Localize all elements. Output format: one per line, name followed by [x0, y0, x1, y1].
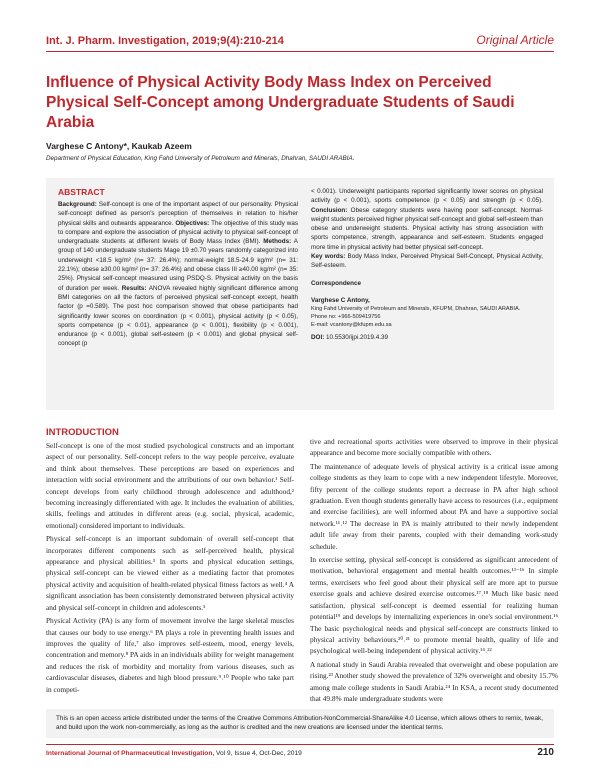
abstract-results-text: ANOVA revealed highly significant difference among BMI categories on all the factors of perceived physical self-concept except, health factor (p =0.589). The post hoc comparison showed that obese participants had significantly lower scores on coordination (p < 0.001), physical activity (p < 0.05), sports competence (p < 0.01), appearance (p < 0.001), flexibility (p < 0.001), endurance (p < 0.001), global self-esteem (p < 0.001) and global physical self-concept (p [58, 284, 298, 348]
abstract-box [46, 178, 554, 410]
abstract-conclusion-label: Conclusion: [311, 206, 348, 214]
intro-paragraph: In exercise setting, physical self-concept is considered as significant antecedent of motivation, behavioral engagement and mental health outcomes.¹³⁻¹⁶ In simple terms, exercisers who feel good about their physical self are more apt to pursue exercise goals and achieve desired exercise outcomes.¹⁷˒¹⁸ Much like basic need satisfaction, physical self-concept is deemed essential for realizing human potential¹⁹ and develops by internalizing experiences in one's social environment.¹⁶ The basic psychological needs and physical self-concept are constructs linked to physical activity behaviours,²⁰˒²¹ to promote mental health, quality of life and psychological well-being independent of physical activity.¹⁴˒²² [310, 555, 558, 656]
abstract-heading: ABSTRACT [58, 187, 105, 197]
abstract-left-column [58, 200, 298, 349]
doi-line [311, 333, 543, 342]
keywords-label: Key words: [311, 253, 346, 261]
intro-paragraph: Physical Activity (PA) is any form of movement involve the large skeletal muscles that causes our body to use energy.⁶ PA plays a role in preventing health issues and improves the quality of life,⁷ also improves self-esteem, mood, energy levels, concentration and memory.⁸ PA aids in an individuals ability for weight management and reduces the risk of morbidity and mortality from various diseases, such as cardiovascular diseases, diabetes and high blood pressure.⁹˒¹⁰ People who take part in competi- [46, 616, 294, 694]
article-authors: Varghese C Antony*, Kaukab Azeem [46, 141, 192, 151]
abstract-results-label: Results: [121, 284, 147, 292]
correspondence-name: Varghese C Antony, [311, 296, 370, 304]
abstract-right-column [311, 187, 543, 343]
intro-paragraph: The maintenance of adequate levels of physical activity is a critical issue among college students as they learn to cope with a new independent lifestyle. Moreover, fifty percent of the college students report a decrease in PA after high school graduation. Even though students generally have access to resources (i.e., equipment and exercise facilities), are well informed about PA and have a supportive social network.¹¹˒¹² The decrease in PA is mainly attributed to their newly independent adult life away from their parents, coupled with their demanding work-study schedule. [310, 461, 558, 551]
correspondence-phone: Phone no: +966-509419756 [311, 314, 381, 321]
abstract-conclusion-text: Obese category students were having poor self-concept. Normal-weight students perceived higher physical self-concept and global self-esteem than obese and underweight students. Physical activity has strong association with sports competence, strength, appearance and self-esteem. Students engaged more time in physical activity had better physical self-concept. [311, 206, 543, 251]
abstract-objectives-text: The objective of this study was to compare and explore the association of physical activity to physical self-concept of undergraduate students at different levels of Body Mass Index (BMI). [58, 219, 298, 246]
license-text: This is an open access article distributed under the terms of the Creative Commons Attribution-NonCommercial-ShareAlike 4.0 License, which allows others to remix, tweak, and build upon the work non-commercially, as long as the author is credited and the new creations are licensed under the identical terms. [56, 715, 543, 732]
doi-label: DOI: [311, 334, 325, 342]
article-title: Influence of Physical Activity Body Mass Index on Perceived Physical Self-Concept among Undergraduate Students of Saudi Arabia [46, 74, 515, 131]
intro-paragraph: Self-concept is one of the most studied psychological constructs and an important aspect of our personality. Self-concept refers to the way people perceive, evaluate and think about themselves. These perceptions are based on experiences and interaction with social environment and the attributions of our own behavior.¹ Self-concept develops from early childhood through adolescence and adulthood,² becoming increasingly differentiated with age. It includes the evaluation of abilities, skills, feelings and attitudes in different areas (e.g. social, physical, academic, emotional) considered important to individuals. [46, 441, 294, 530]
abstract-background-text: Self-concept is one of the important aspect of our personality. Physical self-concept defined as person's perception of themselves in relation to his/her physical skills and outwards appearance. [58, 201, 298, 227]
intro-paragraph: tive and recreational sports activities were observed to improve in their physical appearance and become more socially compatible with others. [310, 437, 558, 458]
abstract-background-label: Background: [58, 201, 97, 208]
footer-issue: Vol 9, Issue 4, Oct-Dec, 2019 [214, 750, 302, 757]
author-affiliation: Department of Physical Education, King Fahd University of Petroleum and Minerals, Dhahran, SAUDI ARABIA. [46, 155, 355, 162]
abstract-objectives-label: Objectives: [175, 219, 210, 227]
correspondence-address: King Fahd University of Petroleum and Minerals, KFUPM, Dhahran, SAUDI ARABIA. [311, 306, 521, 313]
footer-divider [46, 744, 554, 745]
license-box [46, 709, 554, 738]
introduction-left-column [46, 440, 294, 697]
abstract-methods-text: A group of 140 undergraduate students Mage 19 ±0.70 years randomly categorized into underweight <18.5 kg/m² (n= 37: 26.4%); normal-weight 18.5-24.9 kg/m² (n= 31: 22.1%); obese ≥30.00 kg/m² (n= 37: 26.4%) and obese class III ≥40.00 kg/m² (n= 35: 25%). Physical self-concept measured using PSDQ-S. Physical activity on the basis of duration per week. [58, 238, 298, 292]
intro-paragraph: A national study in Saudi Arabia revealed that overweight and obese population are rising.²³ Another study showed the prevalence of 32% overweight and obesity 15.7% among male college students in Saudi Arabia.²⁴ In KSA, a recent study documented that 49.8% male undergraduate students were [310, 659, 558, 703]
page-number: 210 [537, 747, 554, 758]
abstract-methods-label: Methods: [263, 238, 292, 246]
footer-citation [46, 750, 302, 757]
intro-paragraph: Physical self-concept is an important subdomain of overall self-concept that incorporates different components such as self-perceived health, physical appearance and physical abilities.³ In sports and physical education settings, physical self-concept can be viewed either as a mediating factor that promotes physical activity and acquisition of health-related physical fitness factors as well.⁴ A significant association has been consistently demonstrated between physical activity and physical self-concept in children and adolescents.⁵ [46, 534, 294, 612]
introduction-right-column [310, 436, 558, 706]
abstract-results-continued: < 0.001). Underweight participants reported significantly lower scores on physical activity (p < 0.001), sports competence (p < 0.05) and strength (p < 0.05). [311, 188, 543, 205]
journal-reference: Int. J. Pharm. Investigation, 2019;9(4):210-214 [46, 35, 284, 47]
header-divider [46, 51, 554, 52]
article-type-label: Original Article [476, 33, 554, 47]
correspondence-heading: Correspondence [311, 279, 362, 287]
footer-journal-name: International Journal of Pharmaceutical Investigation, [46, 750, 215, 757]
introduction-heading: INTRODUCTION [46, 427, 119, 438]
keywords-text: Body Mass Index, Perceived Physical Self-Concept, Physical Activity, Self-esteem. [311, 253, 543, 270]
correspondence-email[interactable]: E-mail: vcantony@kfupm.edu.sa [311, 322, 392, 329]
doi-value[interactable]: 10.5530/ijpi.2019.4.39 [324, 334, 389, 342]
